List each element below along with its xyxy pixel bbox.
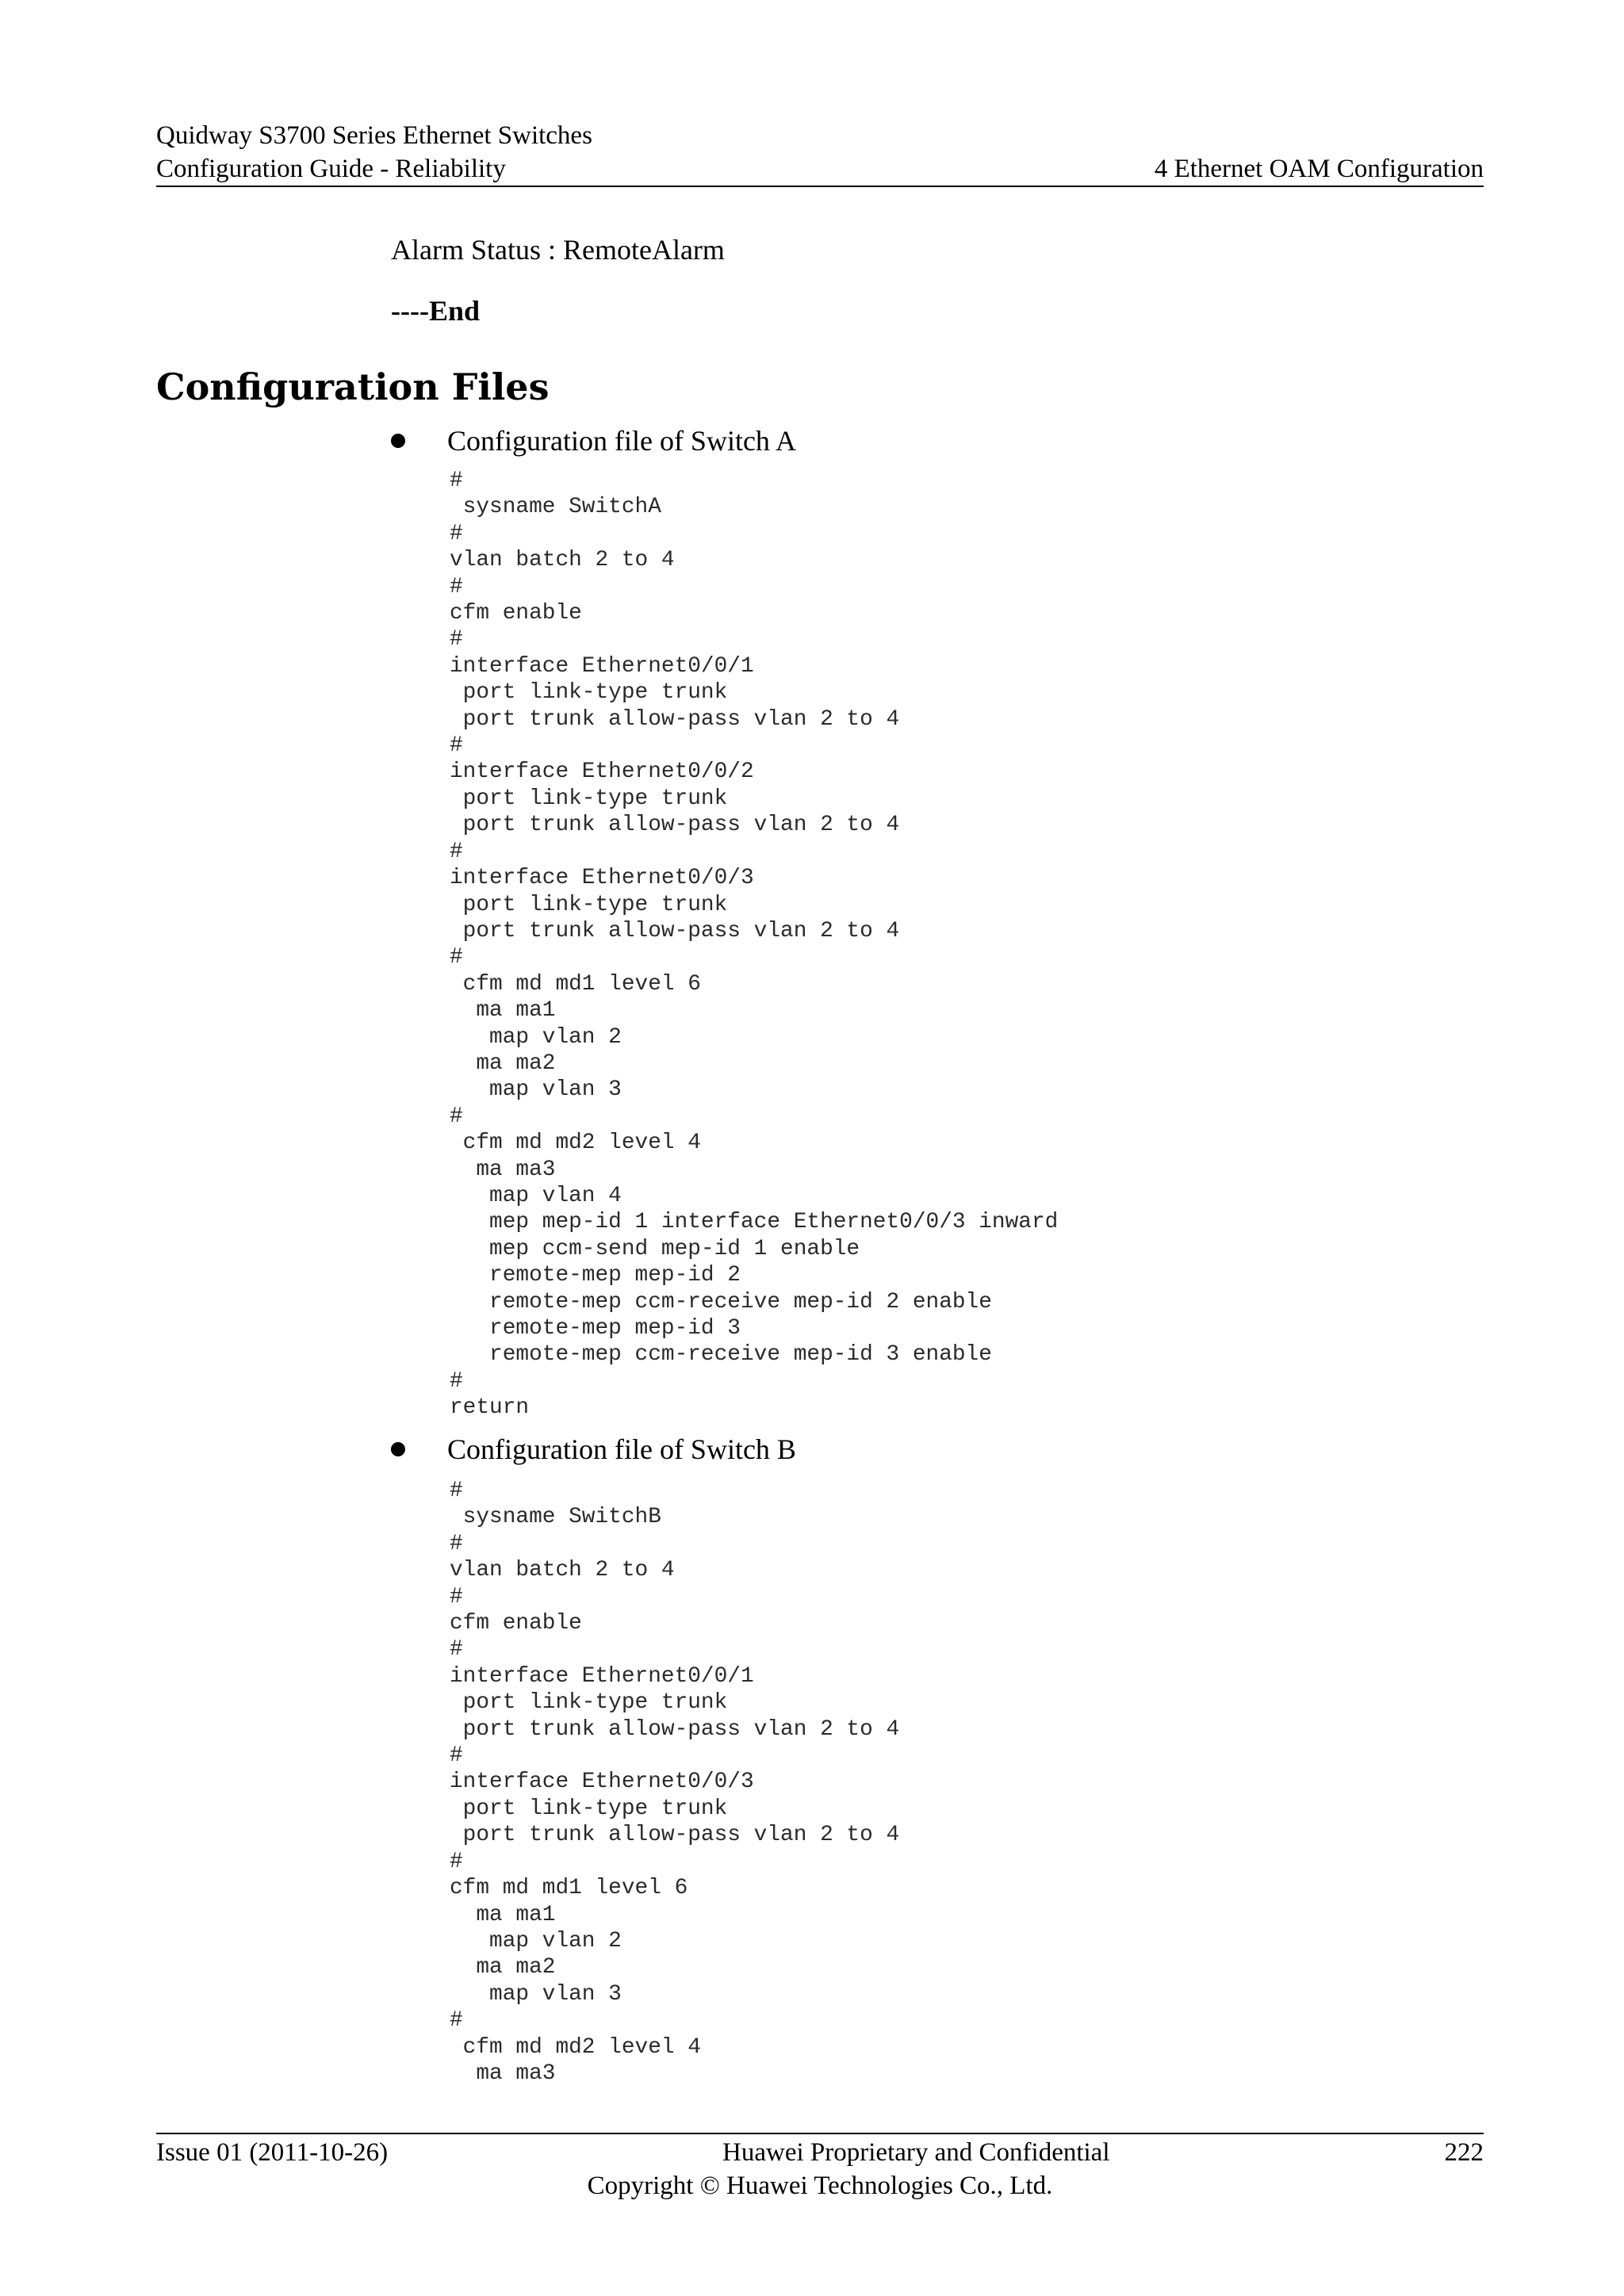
end-marker: ----End (391, 295, 481, 327)
code-block-switch-a: # sysname SwitchA # vlan batch 2 to 4 # cfm enable # interface Ethernet0/0/1 port link-type trunk port trunk allow-pass vlan 2 to 4 # interface Ethernet0/0/2 port link-type trunk port trunk allow-pass vlan 2 to 4 # interface Ethernet0/0/3 port link-type trunk port trunk allow-pass vlan 2 to 4 # cfm md md1 level 6 ma ma1 map vlan 2 ma ma2 map vlan 3 # cfm md md2 level 4 ma ma3 map vlan 4 mep mep-id 1 interface Ethernet0/0/3 inward mep ccm-send mep-id 1 enable remote-mep mep-id 2 remote-mep ccm-receive mep-id 2 enable remote-mep mep-id 3 remote-mep ccm-receive mep-id 3 enable # return (450, 469, 1059, 1421)
footer-confidential: Huawei Proprietary and Confidential (722, 2138, 1110, 2167)
bullet-label: Configuration file of Switch B (447, 1433, 796, 1465)
header-subtitle: Configuration Guide - Reliability (156, 155, 506, 183)
header-title: Quidway S3700 Series Ethernet Switches (156, 121, 592, 150)
bullet-icon (391, 1442, 405, 1456)
code-block-switch-b: # sysname SwitchB # vlan batch 2 to 4 # cfm enable # interface Ethernet0/0/1 port link-type trunk port trunk allow-pass vlan 2 to 4 # interface Ethernet0/0/3 port link-type trunk port trunk allow-pass vlan 2 to 4 # cfm md md1 level 6 ma ma1 map vlan 2 ma ma2 map vlan 3 # cfm md md2 level 4 ma ma3 (450, 1479, 900, 2086)
bullet-item-switch-b (391, 1432, 796, 1467)
alarm-status-line: Alarm Status : RemoteAlarm (391, 234, 725, 266)
header-chapter: 4 Ethernet OAM Configuration (1154, 155, 1484, 183)
page-number: 222 (1444, 2138, 1484, 2167)
section-title: Configuration Files (156, 365, 550, 408)
bullet-item-switch-a (391, 423, 796, 458)
footer-copyright: Copyright © Huawei Technologies Co., Ltd. (587, 2172, 1053, 2200)
page-header (156, 119, 1484, 187)
footer-issue: Issue 01 (2011-10-26) (156, 2138, 389, 2167)
page-footer (156, 2133, 1484, 2202)
bullet-label: Configuration file of Switch A (447, 425, 796, 457)
bullet-icon (391, 434, 405, 448)
